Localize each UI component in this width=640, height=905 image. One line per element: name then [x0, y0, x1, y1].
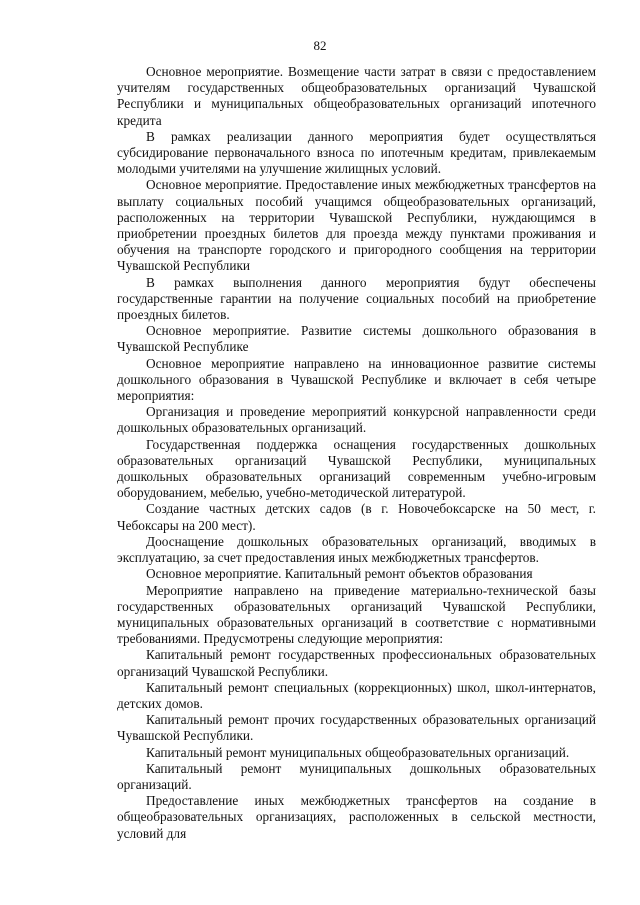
- paragraph-additional-equipment: Дооснащение дошкольных образовательных организаций, вводимых в эксплуатацию, за счет предоставления иных межбюджетных трансфертов.: [117, 533, 596, 566]
- paragraph-equipment-support: Государственная поддержка оснащения государственных дошкольных образовательных организаций Чувашской Республики, муниципальных дошкольных образовательных организаций современным учебно-игровым оборудованием, мебелью, учебно-методической литературой.: [117, 436, 596, 501]
- paragraph-contests: Организация и проведение мероприятий конкурсной направленности среди дошкольных образовательных организаций.: [117, 404, 596, 436]
- paragraph-main-activity-preschool: Основное мероприятие. Развитие системы дошкольного образования в Чувашской Республике: [117, 323, 596, 355]
- body-text: [117, 64, 596, 842]
- paragraph-main-activity-mortgage: Основное мероприятие. Возмещение части затрат в связи с предоставлением учителям государственных общеобразовательных организаций Чувашской Республики и муниципальных общеобразовательных организаций ипотечного кредита: [117, 64, 596, 128]
- paragraph-main-activity-transport: Основное мероприятие. Предоставление иных межбюджетных трансфертов на выплату социальных пособий учащимся общеобразовательных организаций, расположенных на территории Чувашской Республики, нуждающимся в приобретении проездных билетов для проезда между пунктами проживания и обучения на транспорте городского и пригородного сообщения на территории Чувашской Республики: [117, 177, 596, 274]
- paragraph-repair-description: Мероприятие направлено на приведение материально-технической базы государственных образовательных организаций Чувашской Республики, муниципальных образовательных организаций в соответствие с нормативными требованиями. Предусмотрены следующие мероприятия:: [117, 582, 596, 647]
- paragraph-preschool-description: Основное мероприятие направлено на инновационное развитие системы дошкольного образования в Чувашской Республике и включает в себя четыре мероприятия:: [117, 355, 596, 404]
- paragraph-mortgage-subsidy: В рамках реализации данного мероприятия будет осуществляться субсидирование первоначального взноса по ипотечным кредитам, привлекаемым молодыми учителями на улучшение жилищных условий.: [117, 128, 596, 177]
- paragraph-repair-municipal-preschool: Капитальный ремонт муниципальных дошкольных образовательных организаций.: [117, 760, 596, 792]
- paragraph-repair-other-state: Капитальный ремонт прочих государственных образовательных организаций Чувашской Республики.: [117, 712, 596, 744]
- paragraph-repair-professional: Капитальный ремонт государственных профессиональных образовательных организаций Чувашской Республики.: [117, 647, 596, 679]
- paragraph-repair-special-schools: Капитальный ремонт специальных (коррекционных) школ, школ-интернатов, детских домов.: [117, 679, 596, 711]
- paragraph-private-kindergartens: Создание частных детских садов (в г. Новочебоксарске на 50 мест, г. Чебоксары на 200 мест).: [117, 501, 596, 533]
- paragraph-transport-guarantees: В рамках выполнения данного мероприятия будут обеспечены государственные гарантии на получение социальных пособий на приобретение проездных билетов.: [117, 274, 596, 323]
- paragraph-rural-transfers: Предоставление иных межбюджетных трансфертов на создание в общеобразовательных организациях, расположенных в сельской местности, условий для: [117, 793, 596, 841]
- page-number: 82: [313, 38, 327, 53]
- paragraph-repair-municipal-general: Капитальный ремонт муниципальных общеобразовательных организаций.: [146, 744, 570, 760]
- paragraph-main-activity-repair: Основное мероприятие. Капитальный ремонт объектов образования: [146, 566, 533, 582]
